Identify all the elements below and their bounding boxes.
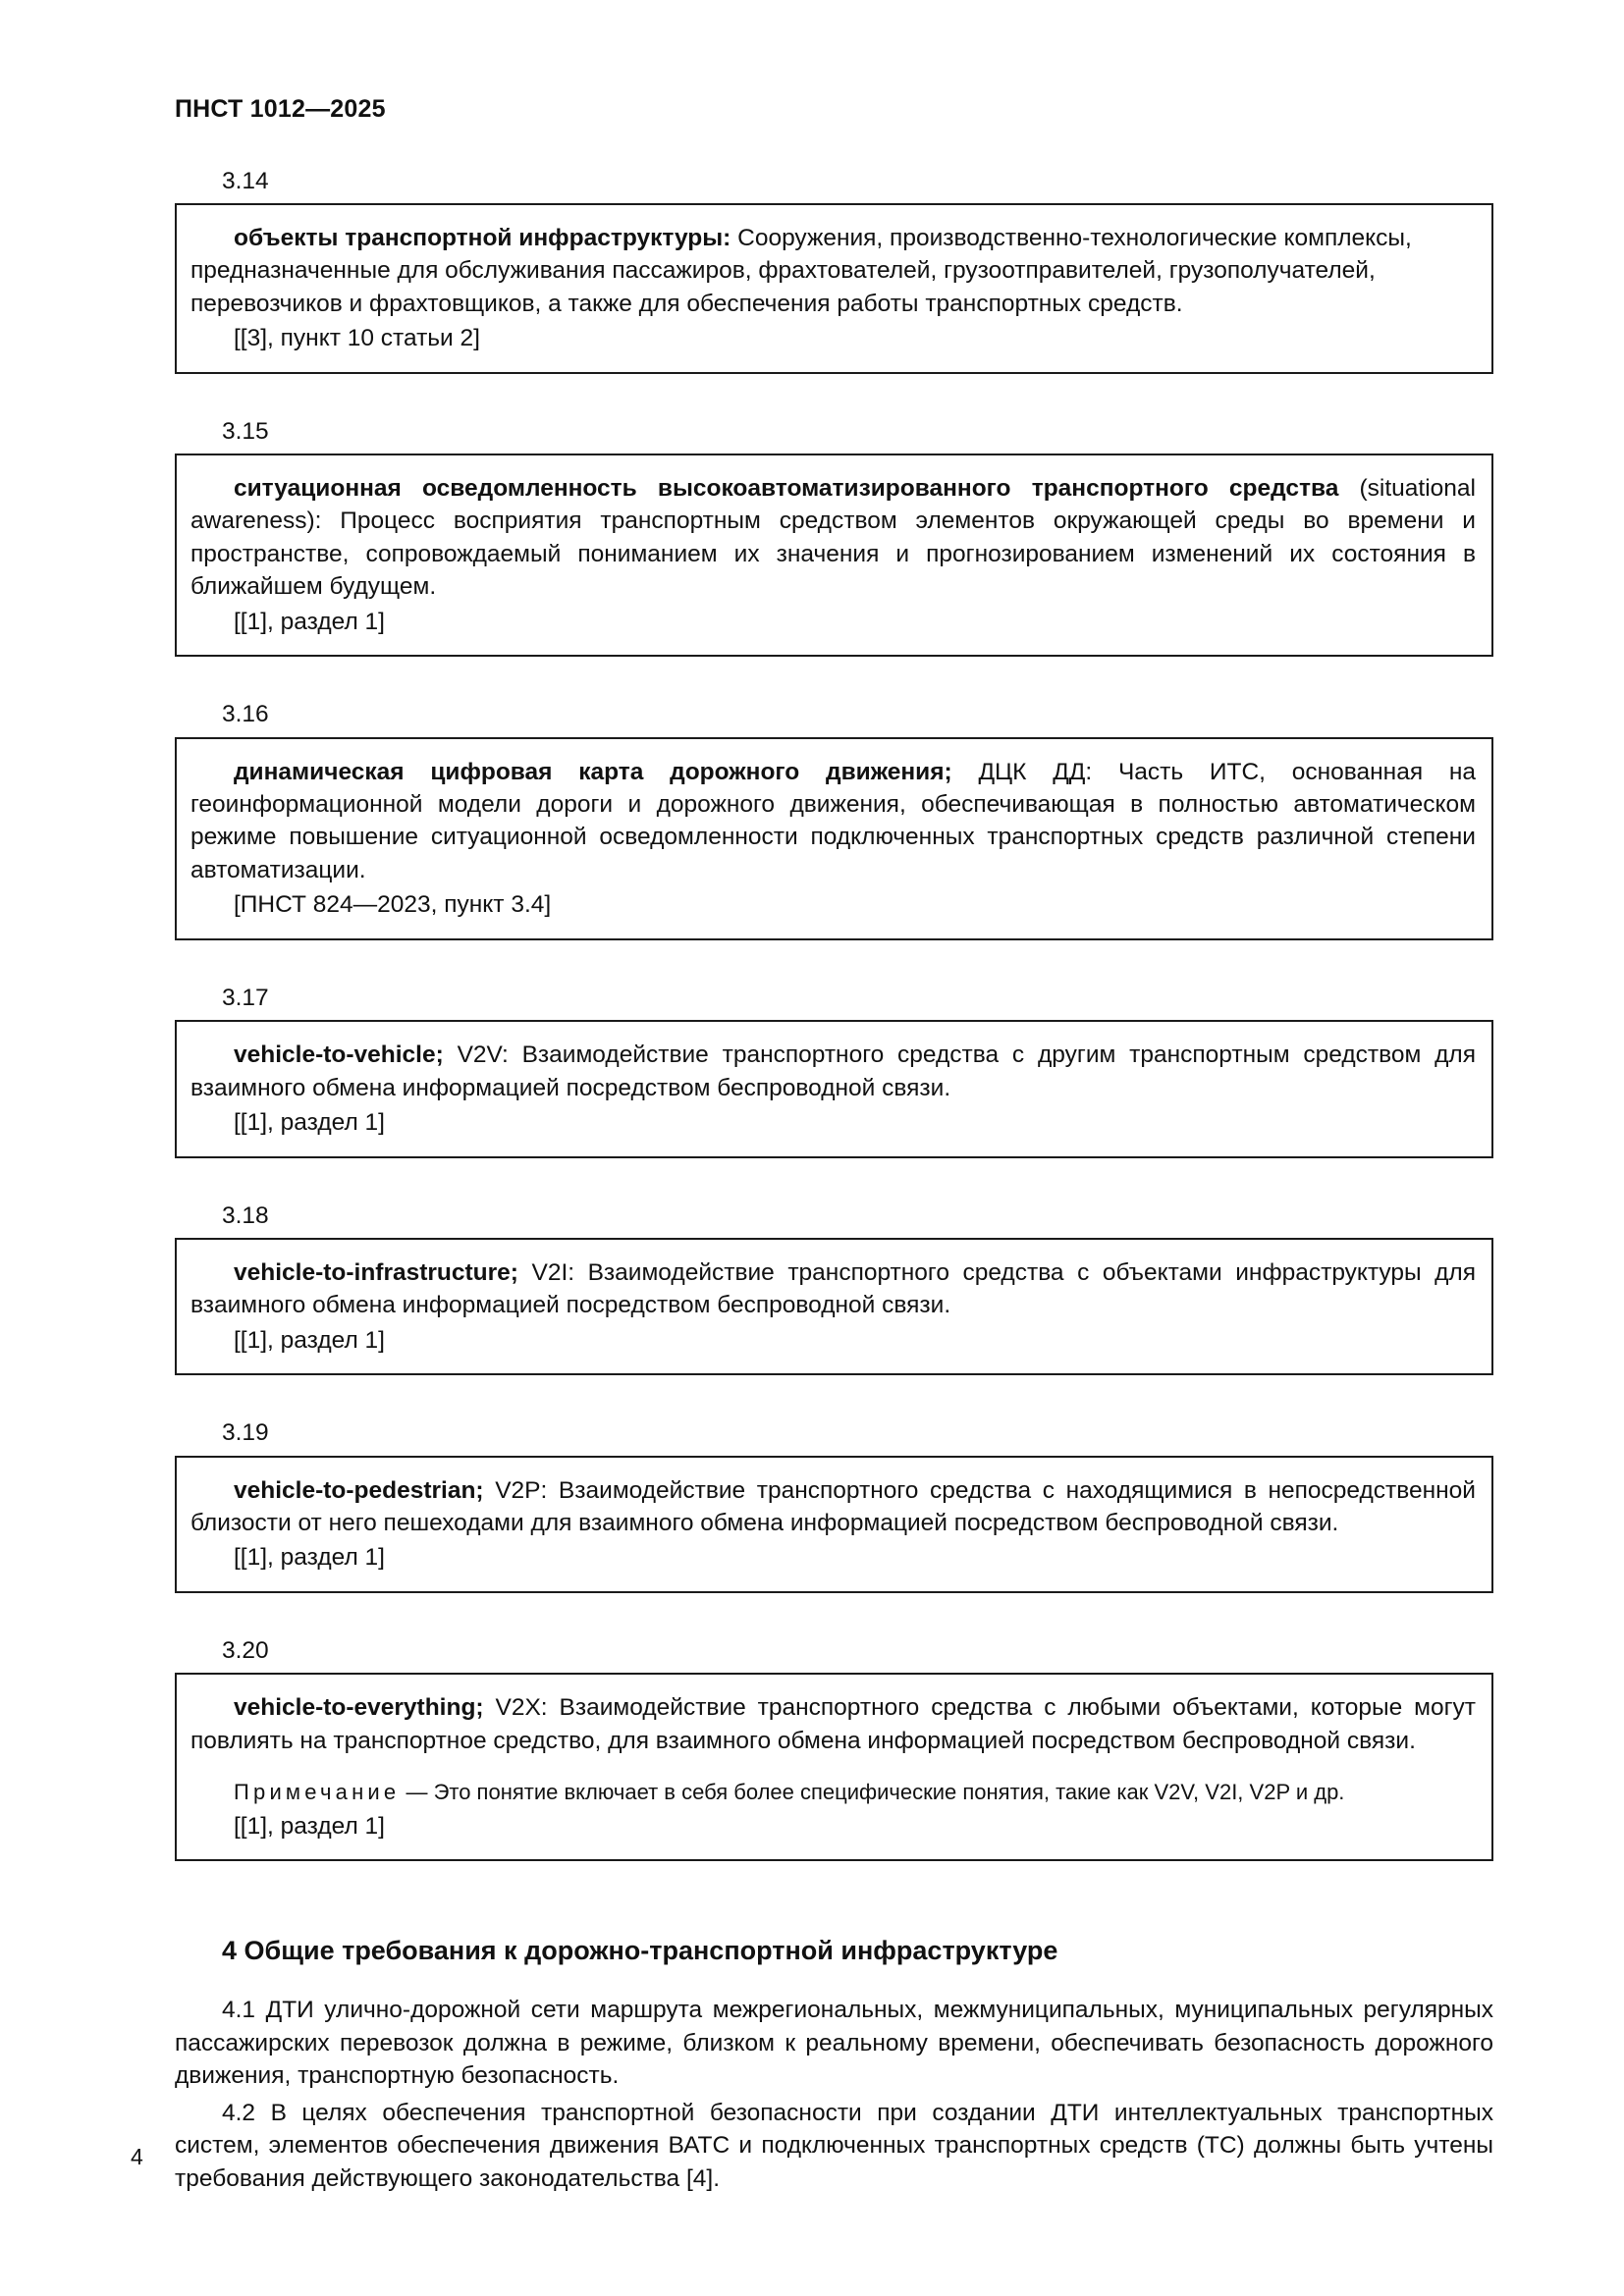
definition-text-3-18 bbox=[190, 1256, 1476, 1322]
clause-number-3-14: 3.14 bbox=[222, 167, 269, 194]
source-ref-3-18: [[1], раздел 1] bbox=[234, 1326, 385, 1354]
note-body-3-20: — Это понятие включает в себя более специфические понятия, такие как V2V, V2I, V2P и др. bbox=[400, 1780, 1345, 1805]
definition-body-3-19: V2P: Взаимодействие транспортного средства с находящимися в непосредственной близости от него пешеходами для взаимного обмена информацией посредством беспроводной связи. bbox=[190, 1476, 1476, 1537]
definition-body-3-16: ДЦК ДД: Часть ИТС, основанная на геоинформационной модели дороги и дорожного движения, обеспечивающая в полностью автоматическом режиме повышение ситуационной осведомленности подключенных транспортных средств различной степени автоматизации. bbox=[190, 758, 1477, 883]
paragraph-4-2: 4.2 В целях обеспечения транспортной безопасности при создании ДТИ интеллектуальных транспортных систем, элементов обеспечения движения ВАТС и подключенных транспортных средств (ТС) должны быть учтены требования действующего законодательства [4]. bbox=[175, 2099, 1493, 2192]
term-3-16: динамическая цифровая карта дорожного движения; bbox=[234, 758, 952, 785]
definition-body-3-15: (situational awareness): Процесс восприятия транспортным средством элементов окружающей среды во времени и пространстве, сопровождаемый пониманием их значения и прогнозированием изменений их состояния в ближайшем будущем. bbox=[190, 475, 1476, 601]
running-head: ПНСТ 1012—2025 bbox=[175, 95, 386, 123]
definition-box-3-20 bbox=[175, 1673, 1493, 1861]
definition-box-3-19 bbox=[175, 1456, 1493, 1593]
source-ref-3-14: [[3], пункт 10 статьи 2] bbox=[234, 325, 480, 352]
definition-text-3-19 bbox=[190, 1474, 1476, 1540]
note-3-20 bbox=[190, 1778, 1476, 1807]
section-heading-4: 4 Общие требования к дорожно-транспортной инфраструктуре bbox=[222, 1935, 1058, 1965]
definition-text-3-14 bbox=[190, 222, 1476, 320]
definition-body-3-14: Сооружения, производственно-технологические комплексы, предназначенные для обслуживания пассажиров, фрахтователей, грузоотправителей, грузополучателей, перевозчиков и фрахтовщиков, а также для обеспечения работы транспортных средств. bbox=[190, 224, 1412, 317]
definition-box-3-17 bbox=[175, 1020, 1493, 1157]
clause-number-3-19: 3.19 bbox=[222, 1419, 269, 1447]
definition-body-3-20: V2X: Взаимодействие транспортного средства с любыми объектами, которые могут повлиять на транспортное средство, для взаимного обмена информацией посредством беспроводной связи. bbox=[190, 1694, 1476, 1754]
note-label-3-20: Примечание bbox=[234, 1780, 401, 1805]
clause-number-3-20: 3.20 bbox=[222, 1636, 269, 1664]
paragraph-4-1: 4.1 ДТИ улично-дорожной сети маршрута межрегиональных, межмуниципальных, муниципальных регулярных пассажирских перевозок должна в режиме, близком к реальному времени, обеспечивать безопасность дорожного движения, транспортную безопасность. bbox=[175, 1997, 1493, 2090]
clause-number-3-17: 3.17 bbox=[222, 984, 269, 1011]
source-ref-3-16: [ПНСТ 824—2023, пункт 3.4] bbox=[234, 891, 552, 919]
term-3-18: vehicle-to-infrastructure; bbox=[234, 1258, 518, 1286]
term-3-14: объекты транспортной инфраструктуры: bbox=[234, 224, 731, 251]
definition-body-3-18: V2I: Взаимодействие транспортного средства с объектами инфраструктуры для взаимного обмена информацией посредством беспроводной связи. bbox=[190, 1258, 1476, 1319]
clause-number-3-16: 3.16 bbox=[222, 701, 269, 728]
definition-box-3-15 bbox=[175, 454, 1493, 657]
clause-number-3-15: 3.15 bbox=[222, 417, 269, 445]
page-number: 4 bbox=[131, 2144, 143, 2169]
definition-body-3-17: V2V: Взаимодействие транспортного средства с другим транспортным средством для взаимного обмена информацией посредством беспроводной связи. bbox=[190, 1041, 1476, 1101]
definition-box-3-16 bbox=[175, 737, 1493, 940]
term-3-15: ситуационная осведомленность высокоавтоматизированного транспортного средства bbox=[234, 475, 1339, 503]
definition-box-3-18 bbox=[175, 1238, 1493, 1375]
definition-box-3-14 bbox=[175, 203, 1493, 374]
definition-text-3-20 bbox=[190, 1691, 1476, 1757]
term-3-17: vehicle-to-vehicle; bbox=[234, 1041, 444, 1069]
source-ref-3-17: [[1], раздел 1] bbox=[234, 1109, 385, 1137]
term-3-20: vehicle-to-everything; bbox=[234, 1694, 484, 1722]
source-ref-3-19: [[1], раздел 1] bbox=[234, 1544, 385, 1572]
definition-text-3-17 bbox=[190, 1039, 1476, 1104]
term-3-19: vehicle-to-pedestrian; bbox=[234, 1476, 484, 1504]
definition-text-3-16 bbox=[190, 756, 1476, 887]
source-ref-3-15: [[1], раздел 1] bbox=[234, 608, 385, 635]
clause-number-3-18: 3.18 bbox=[222, 1201, 269, 1229]
definition-text-3-15 bbox=[190, 472, 1476, 604]
source-ref-3-20: [[1], раздел 1] bbox=[234, 1812, 385, 1840]
